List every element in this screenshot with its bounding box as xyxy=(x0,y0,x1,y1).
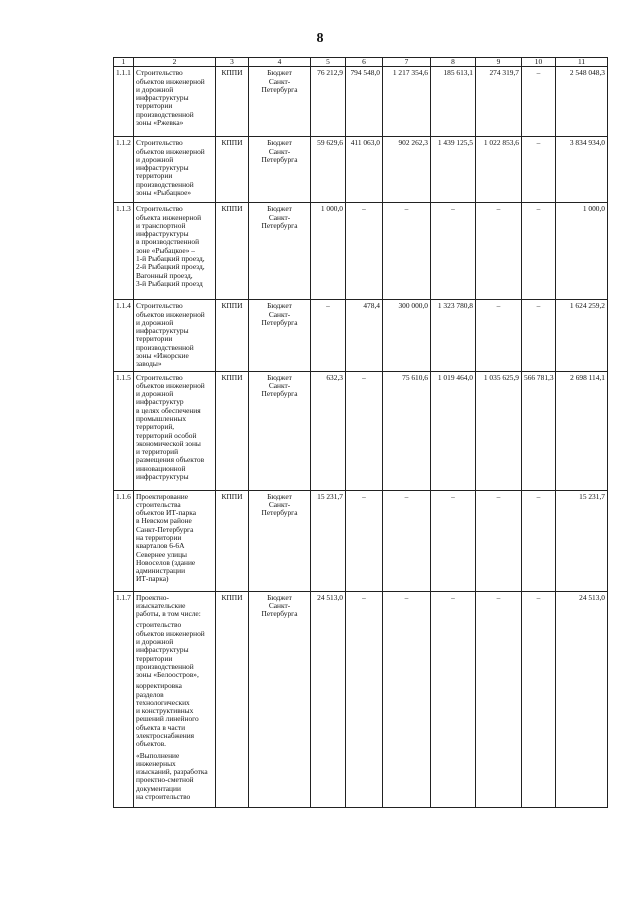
responsible-agency: КППИ xyxy=(216,137,249,203)
responsible-agency: КППИ xyxy=(216,203,249,300)
amount-c11: 2 698 114,1 xyxy=(556,371,608,490)
description-line: производственной xyxy=(136,109,194,119)
amount-c7: 902 262,3 xyxy=(383,137,431,203)
funding-source-line: Бюджет xyxy=(267,301,292,311)
description-line: и конструктивных xyxy=(136,706,194,716)
amount-c8: 1 439 125,5 xyxy=(431,137,476,203)
amount-c11: 1 624 259,2 xyxy=(556,300,608,371)
description-line: территории xyxy=(136,101,173,111)
row-number: 1.1.6 xyxy=(114,490,134,591)
description-line: 1-й Рыбацкий проезд, xyxy=(136,253,205,263)
header-row xyxy=(114,58,608,67)
description-line: Новоселов (здание xyxy=(136,557,196,567)
funding-source-line: Санкт-Петербурга xyxy=(261,146,298,164)
amount-c5: – xyxy=(311,300,346,371)
funding-source-line: Бюджет xyxy=(267,204,292,214)
description-line: зоны «Белоостров», xyxy=(136,670,199,680)
description-line: Вагонный проезд, xyxy=(136,270,193,280)
amount-c10: – xyxy=(522,67,556,137)
funding-source xyxy=(249,67,311,137)
header-cell: 7 xyxy=(383,58,431,67)
amount-c5: 1 000,0 xyxy=(311,203,346,300)
description-line: производственной xyxy=(136,342,194,352)
table-row xyxy=(114,203,608,300)
amount-c7: 75 610,6 xyxy=(383,371,431,490)
description-line: технологических xyxy=(136,697,190,707)
row-number: 1.1.2 xyxy=(114,137,134,203)
description-line: инфраструктуры xyxy=(136,326,189,336)
responsible-agency: КППИ xyxy=(216,300,249,371)
amount-c11: 3 834 934,0 xyxy=(556,137,608,203)
description-line: объектов ИТ-парка xyxy=(136,508,197,518)
description-line: 2-й Рыбацкий проезд, xyxy=(136,262,205,272)
description-line: работы, в том числе: xyxy=(136,609,201,619)
description-line: и дорожной xyxy=(136,636,174,646)
amount-c9: 1 022 853,6 xyxy=(476,137,522,203)
description-line: территорий особой xyxy=(136,430,197,440)
amount-c10: – xyxy=(522,203,556,300)
header-cell: 3 xyxy=(216,58,249,67)
table-row xyxy=(114,67,608,137)
description-line: корректировка xyxy=(136,681,182,691)
description-line: объектов. xyxy=(136,739,167,749)
amount-c5: 15 231,7 xyxy=(311,490,346,591)
description-line: экономической зоны xyxy=(136,438,201,448)
amount-c8: – xyxy=(431,591,476,807)
amount-c8: – xyxy=(431,203,476,300)
responsible-agency: КППИ xyxy=(216,67,249,137)
table-row xyxy=(114,371,608,490)
description-line: в производственной xyxy=(136,237,200,247)
description-line: ИТ-парка) xyxy=(136,574,169,584)
description-line: электроснабжения xyxy=(136,731,195,741)
description-line: Санкт-Петербурга xyxy=(136,524,194,534)
description-line: инфраструктуры xyxy=(136,645,189,655)
description-line: и дорожной xyxy=(136,317,174,327)
amount-c8: 1 323 780,8 xyxy=(431,300,476,371)
description-line: администрации xyxy=(136,566,186,576)
funding-source-line: Бюджет xyxy=(267,138,292,148)
row-number: 1.1.1 xyxy=(114,67,134,137)
description-line: Строительство xyxy=(136,68,183,78)
description-line: инженерных xyxy=(136,758,176,768)
amount-c10: 566 781,3 xyxy=(522,371,556,490)
project-description xyxy=(134,203,216,300)
header-cell: 4 xyxy=(249,58,311,67)
description-line: объектов инженерной xyxy=(136,76,205,86)
row-number: 1.1.7 xyxy=(114,591,134,807)
description-line: документации xyxy=(136,783,181,793)
description-line: размещения объектов xyxy=(136,455,205,465)
header-cell: 8 xyxy=(431,58,476,67)
funding-source xyxy=(249,300,311,371)
header-cell: 5 xyxy=(311,58,346,67)
description-line: проектно-сметной xyxy=(136,775,194,785)
description-line: промышленных xyxy=(136,413,187,423)
project-description xyxy=(134,371,216,490)
description-line: объектов инженерной xyxy=(136,309,205,319)
amount-c7: – xyxy=(383,203,431,300)
description-line: на территории xyxy=(136,532,182,542)
description-line: строительство xyxy=(136,620,182,630)
amount-c6: – xyxy=(346,371,383,490)
project-description xyxy=(134,490,216,591)
project-description xyxy=(134,67,216,137)
description-line: кварталов 6-6А xyxy=(136,541,185,551)
amount-c5: 59 629,6 xyxy=(311,137,346,203)
description-line: объектов инженерной xyxy=(136,380,205,390)
description-line: Строительство xyxy=(136,372,183,382)
description-line: в целях обеспечения xyxy=(136,405,201,415)
amount-c6: 794 548,0 xyxy=(346,67,383,137)
amount-c11: 24 513,0 xyxy=(556,591,608,807)
description-line: Строительство xyxy=(136,138,183,148)
amount-c9: – xyxy=(476,300,522,371)
header-cell: 9 xyxy=(476,58,522,67)
funding-source-line: Санкт-Петербурга xyxy=(261,380,298,399)
amount-c7: 300 000,0 xyxy=(383,300,431,371)
description-line: территории xyxy=(136,171,173,181)
description-line: и дорожной xyxy=(136,84,174,94)
funding-source-line: Санкт-Петербурга xyxy=(261,600,298,619)
description-line: 3-й Рыбацкий проезд xyxy=(136,278,203,288)
page-number: 8 xyxy=(316,31,324,46)
description-line: и дорожной xyxy=(136,154,174,164)
description-line: и дорожной xyxy=(136,389,174,399)
description-line: территории xyxy=(136,334,173,344)
header-cell: 1 xyxy=(114,58,134,67)
amount-c9: – xyxy=(476,203,522,300)
responsible-agency: КППИ xyxy=(216,371,249,490)
description-line: инфраструктуры xyxy=(136,471,189,481)
funding-source-line: Санкт-Петербурга xyxy=(261,499,298,518)
funding-source-line: Бюджет xyxy=(267,592,292,602)
amount-c11: 1 000,0 xyxy=(556,203,608,300)
funding-table xyxy=(113,57,608,808)
amount-c9: 1 035 625,9 xyxy=(476,371,522,490)
amount-c9: – xyxy=(476,490,522,591)
amount-c9: 274 319,7 xyxy=(476,67,522,137)
amount-c7: – xyxy=(383,490,431,591)
row-number: 1.1.3 xyxy=(114,203,134,300)
funding-source xyxy=(249,591,311,807)
amount-c5: 76 212,9 xyxy=(311,67,346,137)
description-line: Строительство xyxy=(136,301,183,311)
description-line: зоны «Ижорские xyxy=(136,350,189,360)
amount-c8: – xyxy=(431,490,476,591)
description-line: на строительство xyxy=(136,792,191,801)
amount-c10: – xyxy=(522,490,556,591)
header-cell: 6 xyxy=(346,58,383,67)
header-cell: 11 xyxy=(556,58,608,67)
description-line: Проектирование xyxy=(136,491,189,501)
description-line: объектов инженерной xyxy=(136,146,205,156)
description-line: изысканий, разработка xyxy=(136,767,208,777)
funding-source-line: Санкт-Петербурга xyxy=(261,76,298,94)
amount-c6: – xyxy=(346,203,383,300)
table-row xyxy=(114,490,608,591)
description-line: Севернее улицы xyxy=(136,549,188,559)
description-line: зоны «Ржевка» xyxy=(136,117,184,127)
amount-c7: 1 217 354,6 xyxy=(383,67,431,137)
description-line: инфраструктуры xyxy=(136,229,189,239)
description-line: зоны «Рыбацкое» xyxy=(136,187,192,197)
row-number: 1.1.5 xyxy=(114,371,134,490)
amount-c6: – xyxy=(346,490,383,591)
description-line: в Невском районе xyxy=(136,516,192,526)
description-line: Проектно- xyxy=(136,592,169,602)
amount-c9: – xyxy=(476,591,522,807)
amount-c7: – xyxy=(383,591,431,807)
amount-c6: – xyxy=(346,591,383,807)
funding-source-line: Бюджет xyxy=(267,491,292,501)
amount-c8: 1 019 464,0 xyxy=(431,371,476,490)
description-line: изыскательские xyxy=(136,600,186,610)
description-line: и транспортной xyxy=(136,220,186,230)
description-line: инфраструктур xyxy=(136,397,184,407)
amount-c11: 15 231,7 xyxy=(556,490,608,591)
description-line: заводы» xyxy=(136,359,162,369)
responsible-agency: КППИ xyxy=(216,490,249,591)
amount-c5: 24 513,0 xyxy=(311,591,346,807)
funding-source xyxy=(249,371,311,490)
amount-c11: 2 548 048,3 xyxy=(556,67,608,137)
project-description xyxy=(134,591,216,807)
funding-source xyxy=(249,137,311,203)
description-line: территорий, xyxy=(136,422,175,432)
description-line: инновационной xyxy=(136,463,186,473)
description-line: объектов инженерной xyxy=(136,628,205,638)
header-cell: 2 xyxy=(134,58,216,67)
amount-c10: – xyxy=(522,591,556,807)
funding-source xyxy=(249,203,311,300)
header-cell: 10 xyxy=(522,58,556,67)
table-row xyxy=(114,591,608,807)
amount-c5: 632,3 xyxy=(311,371,346,490)
table-row xyxy=(114,300,608,371)
amount-c10: – xyxy=(522,137,556,203)
amount-c6: 411 063,0 xyxy=(346,137,383,203)
amount-c10: – xyxy=(522,300,556,371)
description-line: Строительство xyxy=(136,204,183,214)
responsible-agency: КППИ xyxy=(216,591,249,807)
description-line: строительства xyxy=(136,499,181,509)
description-line: инфраструктуры xyxy=(136,93,189,103)
amount-c8: 185 613,1 xyxy=(431,67,476,137)
description-line: территории xyxy=(136,653,173,663)
project-description xyxy=(134,300,216,371)
funding-source-line: Бюджет xyxy=(267,372,292,382)
description-line: решений линейного xyxy=(136,714,199,724)
funding-source-line: Санкт-Петербурга xyxy=(261,212,298,230)
amount-c6: 478,4 xyxy=(346,300,383,371)
project-description xyxy=(134,137,216,203)
funding-source-line: Бюджет xyxy=(267,68,292,78)
description-line: «Выполнение xyxy=(136,750,180,760)
description-line: объекта инженерной xyxy=(136,212,202,222)
description-line: разделов xyxy=(136,689,164,699)
row-number: 1.1.4 xyxy=(114,300,134,371)
description-line: и территорий xyxy=(136,447,179,457)
funding-source-line: Санкт-Петербурга xyxy=(261,309,298,327)
table-row xyxy=(114,137,608,203)
description-line: инфраструктуры xyxy=(136,163,189,173)
funding-source xyxy=(249,490,311,591)
description-line: производственной xyxy=(136,179,194,189)
description-line: зоне «Рыбацкое» – xyxy=(136,245,195,255)
description-line: объекта в части xyxy=(136,722,186,732)
description-line: производственной xyxy=(136,661,194,671)
